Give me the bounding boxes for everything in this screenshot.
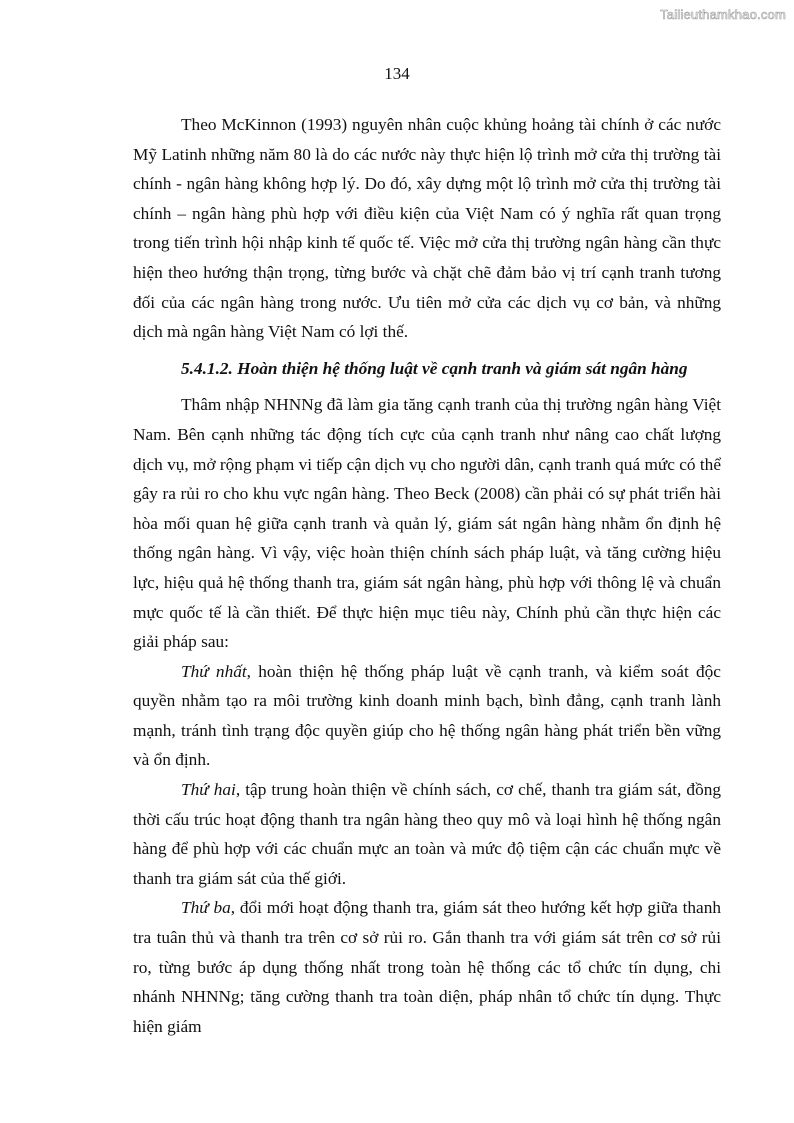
point-1-lead: Thứ nhất <box>181 661 247 681</box>
paragraph-point-3 <box>133 893 721 1041</box>
point-3-lead: Thứ ba <box>181 898 231 918</box>
paragraph-competition: Thâm nhập NHNNg đã làm gia tăng cạnh tranh của thị trường ngân hàng Việt Nam. Bên cạnh những tác động tích cực của cạnh tranh như nâng cao chất lượng dịch vụ, mở rộng phạm vi tiếp cận dịch vụ cho người dân, cạnh tranh quá mức có thể gây ra rủi ro cho khu vực ngân hàng. Theo Beck (2008) cần phải có sự phát triển hài hòa mối quan hệ giữa cạnh tranh và quản lý, giám sát ngân hàng nhằm ổn định hệ thống ngân hàng. Vì vậy, việc hoàn thiện chính sách pháp luật, và tăng cường hiệu lực, hiệu quả hệ thống thanh tra, giám sát ngân hàng, phù hợp với thông lệ và chuẩn mực quốc tế là cần thiết. Để thực hiện mục tiêu này, Chính phủ cần thực hiện các giải pháp sau: <box>133 395 721 652</box>
point-1-text: , hoàn thiện hệ thống pháp luật về cạnh tranh, và kiểm soát độc quyền nhằm tạo ra môi trường kinh doanh minh bạch, bình đẳng, cạnh tranh lành mạnh, tránh tình trạng độc quyền giúp cho hệ thống ngân hàng phát triển bền vững và ổn định. <box>133 661 721 770</box>
document-body <box>133 110 721 1041</box>
section-heading: 5.4.1.2. Hoàn thiện hệ thống luật về cạnh tranh và giám sát ngân hàng <box>181 358 688 378</box>
point-3-text: , đổi mới hoạt động thanh tra, giám sát theo hướng kết hợp giữa thanh tra tuân thủ và thanh tra trên cơ sở rủi ro. Gắn thanh tra với giám sát trên cơ sở rủi ro, từng bước áp dụng thống nhất trong toàn hệ thống các tổ chức tín dụng, chi nhánh NHNNg; tăng cường thanh tra toàn diện, pháp nhân tổ chức tín dụng. Thực hiện giám <box>133 898 722 1036</box>
point-2-text: , tập trung hoàn thiện về chính sách, cơ chế, thanh tra giám sát, đồng thời cấu trúc hoạt động thanh tra ngân hàng theo quy mô và loại hình hệ thống ngân hàng để phù hợp với các chuẩn mực an toàn và mức độ tiệm cận các chuẩn mực về thanh tra giám sát của thế giới. <box>133 780 721 888</box>
paragraph-point-2 <box>133 775 721 893</box>
paragraph-mckinnon: Theo McKinnon (1993) nguyên nhân cuộc khủng hoảng tài chính ở các nước Mỹ Latinh những năm 80 là do các nước này thực hiện lộ trình mở cửa thị trường tài chính - ngân hàng không hợp lý. Do đó, xây dựng một lộ trình mở cửa thị trường tài chính – ngân hàng phù hợp với điều kiện của Việt Nam có ý nghĩa rất quan trọng trong tiến trình hội nhập kinh tế quốc tế. Việc mở cửa thị trường ngân hàng cần thực hiện theo hướng thận trọng, từng bước và chặt chẽ đảm bảo vị trí cạnh tranh tương đối của các ngân hàng trong nước. Ưu tiên mở cửa các dịch vụ cơ bản, và những dịch mà ngân hàng Việt Nam có lợi thế. <box>133 115 721 342</box>
point-2-lead: Thứ hai <box>181 780 236 800</box>
paragraph-point-1 <box>133 657 721 775</box>
watermark-text: Tailieuthamkhao.com <box>660 7 786 22</box>
page-number: 134 <box>384 64 410 83</box>
